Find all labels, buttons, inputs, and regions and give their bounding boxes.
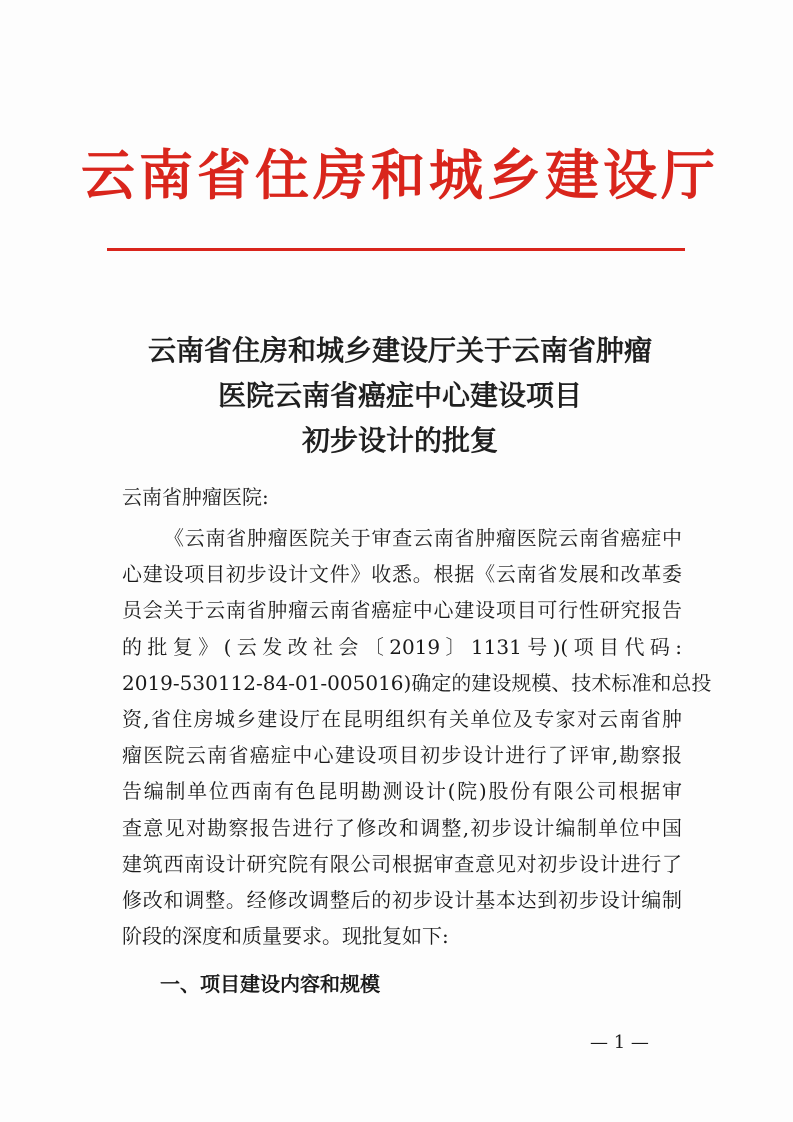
body-line: 2019-530112-84-01-005016)确定的建设规模、技术标准和总投 [122,670,712,695]
body-line: 的批复》(云发改社会〔2019〕1131号)(项目代码: [122,634,682,659]
salutation: 云南省肿瘤医院: [122,485,269,509]
body-line: 心建设项目初步设计文件》收悉。根据《云南省发展和改革委 [122,562,682,587]
letterhead-red-rule [107,248,685,251]
body-line: 修改和调整。经修改调整后的初步设计基本达到初步设计编制 [122,888,682,913]
document-title-line: 医院云南省癌症中心建设项目 [217,379,582,412]
body-line: 瘤医院云南省癌症中心建设项目初步设计进行了评审,勘察报 [122,743,682,768]
body-line: 阶段的深度和质量要求。现批复如下: [122,924,449,949]
section-heading: 一、项目建设内容和规模 [160,972,380,996]
body-line: 查意见对勘察报告进行了修改和调整,初步设计编制单位中国 [122,815,682,840]
agency-letterhead: 云南省住房和城乡建设厅 [81,143,719,207]
document-title-line: 初步设计的批复 [301,424,498,457]
body-line: 建筑西南设计研究院有限公司根据审查意见对初步设计进行了 [122,851,682,876]
document-title-line: 云南省住房和城乡建设厅关于云南省肿瘤 [147,334,652,367]
body-paragraph [122,520,712,954]
page-number: — 1 — [590,1032,649,1053]
document-title [100,328,700,463]
body-line: 告编制单位西南有色昆明勘测设计(院)股份有限公司根据审 [122,779,682,804]
body-line: 资,省住房城乡建设厅在昆明组织有关单位及专家对云南省肿 [122,707,682,732]
body-line: 《云南省肿瘤医院关于审查云南省肿瘤医院云南省癌症中 [164,526,682,550]
body-line: 员会关于云南省肿瘤云南省癌症中心建设项目可行性研究报告 [122,598,682,623]
